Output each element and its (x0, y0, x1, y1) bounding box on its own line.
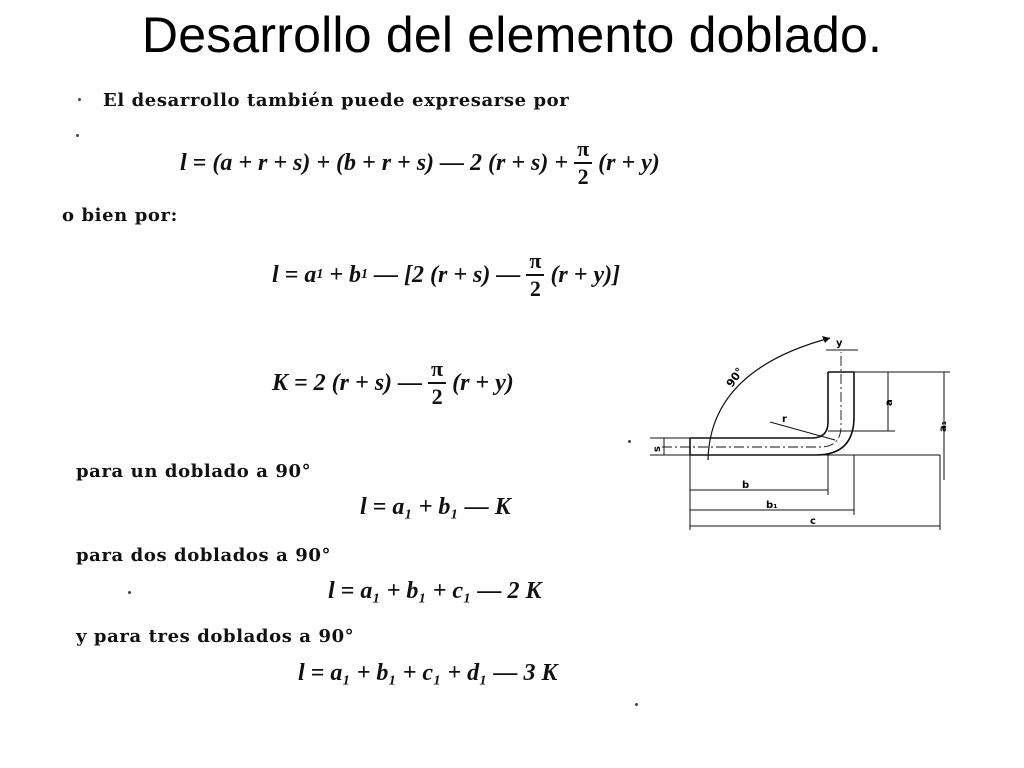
equation-6: l = a₁ + b₁ + c₁ + d₁ — 3 K (298, 660, 558, 686)
c-label: c (810, 516, 816, 527)
three-bends-text: y para tres doblados a 90° (76, 626, 355, 647)
equation-3 (272, 358, 514, 408)
outer-contour (690, 372, 854, 455)
scan-speck (78, 98, 81, 101)
equation-2-right: (r + y)] (550, 261, 621, 288)
obien-text: o bien por: (62, 205, 178, 226)
fraction-denominator: 2 (577, 164, 589, 189)
equation-4: l = a₁ + b₁ — K (360, 494, 511, 520)
fraction-denominator: 2 (529, 276, 541, 301)
equation-3-right: (r + y) (452, 369, 514, 396)
scan-speck (128, 591, 131, 594)
a1-label: a₁ (938, 420, 949, 432)
b1-label: b₁ (766, 500, 778, 511)
equation-2-fraction (526, 250, 544, 300)
r-label: r (782, 414, 787, 425)
equation-1-right: (r + y) (598, 149, 660, 176)
fraction-denominator: 2 (431, 384, 443, 409)
a-label: a (884, 399, 895, 406)
bend-diagram (640, 330, 960, 550)
equation-2: l = a 1 + b 1 — [2 (r + s) — $\frac{\pi}{2}$ (r + y)] (272, 248, 621, 301)
scan-speck (76, 134, 79, 137)
intro-text: El desarrollo también puede expresarse por (103, 90, 570, 111)
equation-3-fraction (428, 358, 446, 408)
fraction-numerator: π (574, 138, 592, 164)
scan-speck (635, 703, 638, 706)
inner-contour (690, 372, 828, 438)
equation-2-mid: [2 (r + s) — (404, 261, 521, 288)
equation-1-left: l = (a + r + s) + (b + r + s) — 2 (r + s) + (180, 149, 569, 176)
one-bend-text: para un doblado a 90° (76, 461, 312, 482)
equation-2-left: l = a (272, 261, 317, 288)
two-bends-text: para dos doblados a 90° (76, 545, 332, 566)
scan-speck (628, 440, 631, 443)
fraction-numerator: π (526, 250, 544, 276)
equation-5: l = a₁ + b₁ + c₁ — 2 K (328, 578, 542, 604)
equation-1 (180, 138, 660, 188)
y-label: y (836, 338, 843, 349)
s-label: s (652, 446, 663, 452)
page-title: Desarrollo del elemento doblado. (141, 7, 883, 63)
b-label: b (742, 480, 750, 491)
fraction-numerator: π (428, 358, 446, 384)
equation-3-left: K = 2 (r + s) — (272, 369, 423, 396)
angle-label: 90° (723, 365, 747, 390)
equation-1-fraction (574, 138, 592, 188)
